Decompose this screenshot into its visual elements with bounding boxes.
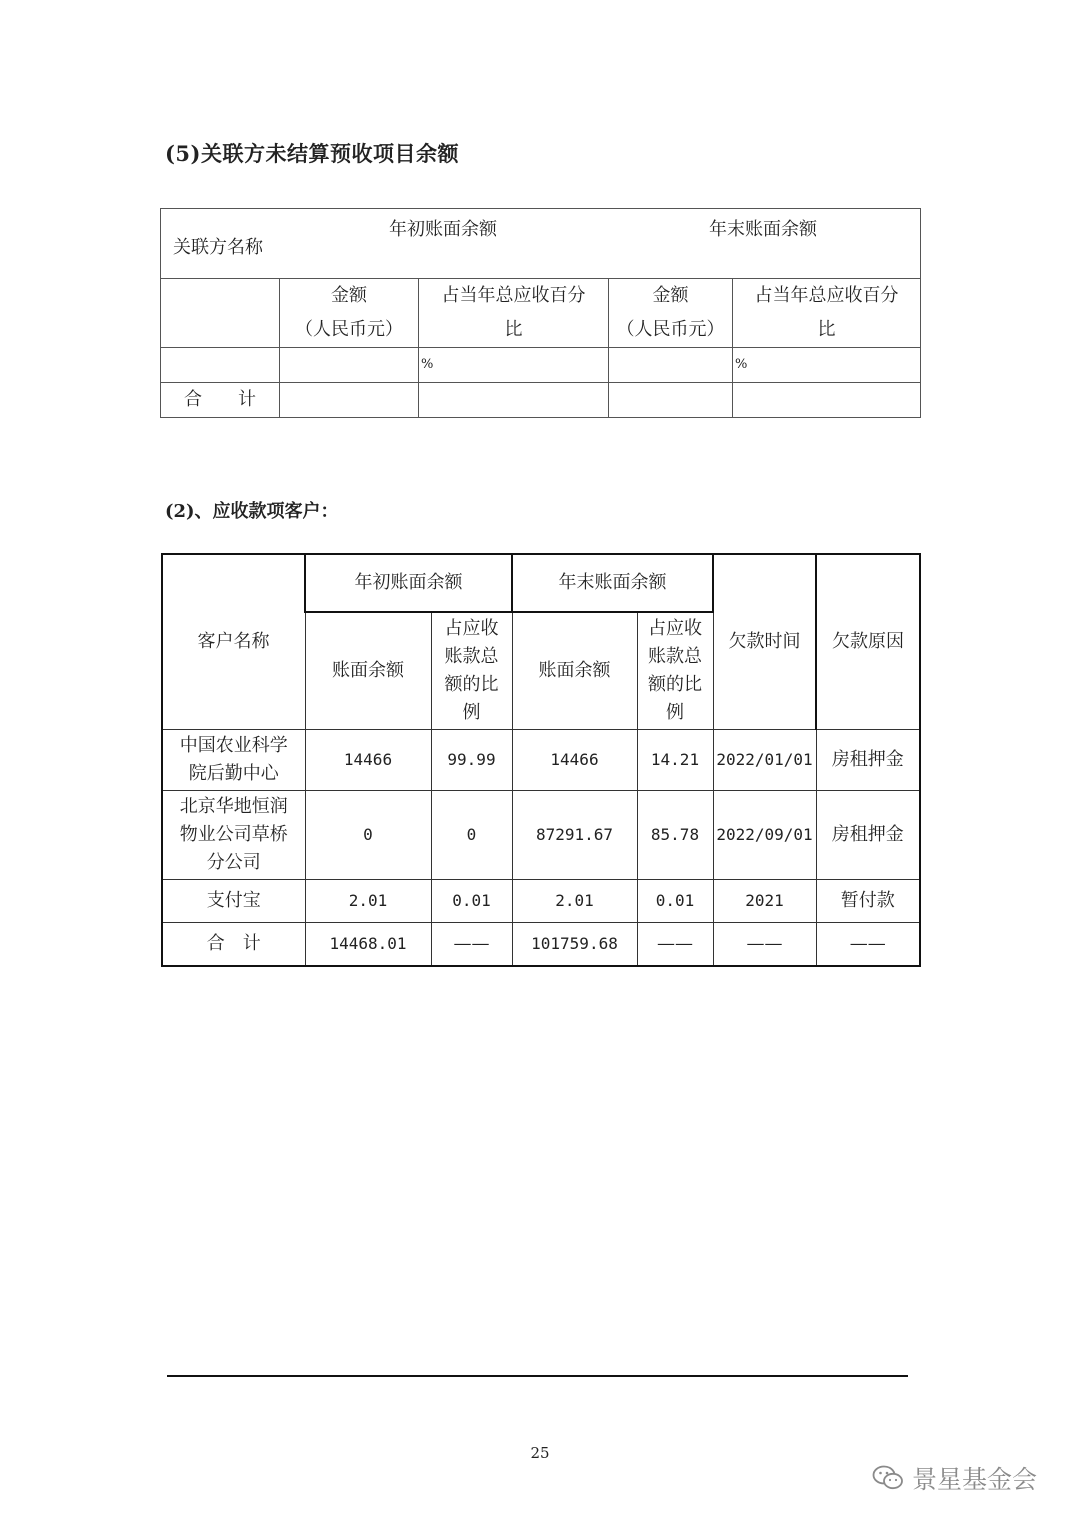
header-party-name: 关联方名称 (173, 237, 263, 258)
due-time: 2021 (713, 879, 816, 922)
end-ratio: 85.78 (637, 790, 713, 879)
reason: 暂付款 (816, 879, 920, 922)
end-amount: 14466 (512, 729, 637, 790)
total-label: 合 计 (162, 922, 305, 966)
customer-name: 中国农业科学院后勤中心 (162, 729, 305, 790)
section5-title: (5)关联方未结算预收项目余额 (165, 141, 459, 166)
header-amount: 金额 （人民币元） (609, 279, 733, 348)
total-end-ratio: —— (637, 922, 713, 966)
empty-cell (609, 348, 733, 383)
receivables-table (161, 553, 921, 967)
reason: 房租押金 (816, 790, 920, 879)
end-ratio: 0.01 (637, 879, 713, 922)
total-end-amount: 101759.68 (512, 922, 637, 966)
empty-cell (733, 383, 921, 418)
header-ratio: 占应收账款总额的比例 (637, 612, 713, 729)
header-customer: 客户名称 (162, 554, 305, 729)
header-reason: 欠款原因 (816, 554, 920, 729)
total-time: —— (713, 922, 816, 966)
start-ratio: 0 (431, 790, 512, 879)
end-amount: 87291.67 (512, 790, 637, 879)
empty-cell (161, 279, 280, 348)
start-ratio: 99.99 (431, 729, 512, 790)
table-row (162, 790, 920, 879)
header-pct: 占当年总应收百分 比 (419, 279, 609, 348)
total-reason: —— (816, 922, 920, 966)
reason: 房租押金 (816, 729, 920, 790)
empty-cell (161, 348, 280, 383)
total-start-ratio: —— (431, 922, 512, 966)
start-amount: 14466 (305, 729, 431, 790)
start-ratio: 0.01 (431, 879, 512, 922)
empty-cell (280, 383, 419, 418)
table-row (162, 729, 920, 790)
header-book-balance: 账面余额 (305, 612, 431, 729)
header-pct: 占当年总应收百分 比 (733, 279, 921, 348)
page-number: 25 (530, 1444, 550, 1462)
empty-cell (419, 383, 609, 418)
wechat-icon (872, 1464, 904, 1492)
start-amount: 0 (305, 790, 431, 879)
section2-title: (2)、应收款项客户： (165, 501, 339, 522)
footer-rule (167, 1375, 908, 1377)
customer-name: 支付宝 (162, 879, 305, 922)
header-end-balance: 年末账面余额 (512, 554, 713, 612)
due-time: 2022/01/01 (713, 729, 816, 790)
header-end-balance: 年末账面余额 (709, 219, 817, 240)
start-amount: 2.01 (305, 879, 431, 922)
header-start-balance: 年初账面余额 (389, 219, 497, 240)
total-start-amount: 14468.01 (305, 922, 431, 966)
pct-sign: % (419, 348, 609, 383)
end-amount: 2.01 (512, 879, 637, 922)
header-book-balance: 账面余额 (512, 612, 637, 729)
empty-cell (609, 383, 733, 418)
watermark-text: 景星基金会 (912, 1465, 1038, 1494)
header-due-time: 欠款时间 (713, 554, 816, 729)
watermark (872, 1460, 1037, 1496)
header-start-balance: 年初账面余额 (305, 554, 512, 612)
header-amount: 金额 （人民币元） (280, 279, 419, 348)
pct-sign: % (733, 348, 921, 383)
table-row (162, 879, 920, 922)
total-label: 合 计 (161, 383, 280, 418)
end-ratio: 14.21 (637, 729, 713, 790)
customer-name: 北京华地恒润物业公司草桥分公司 (162, 790, 305, 879)
due-time: 2022/09/01 (713, 790, 816, 879)
empty-cell (280, 348, 419, 383)
header-ratio: 占应收账款总额的比例 (431, 612, 512, 729)
related-party-table (160, 208, 921, 418)
total-row (162, 922, 920, 966)
